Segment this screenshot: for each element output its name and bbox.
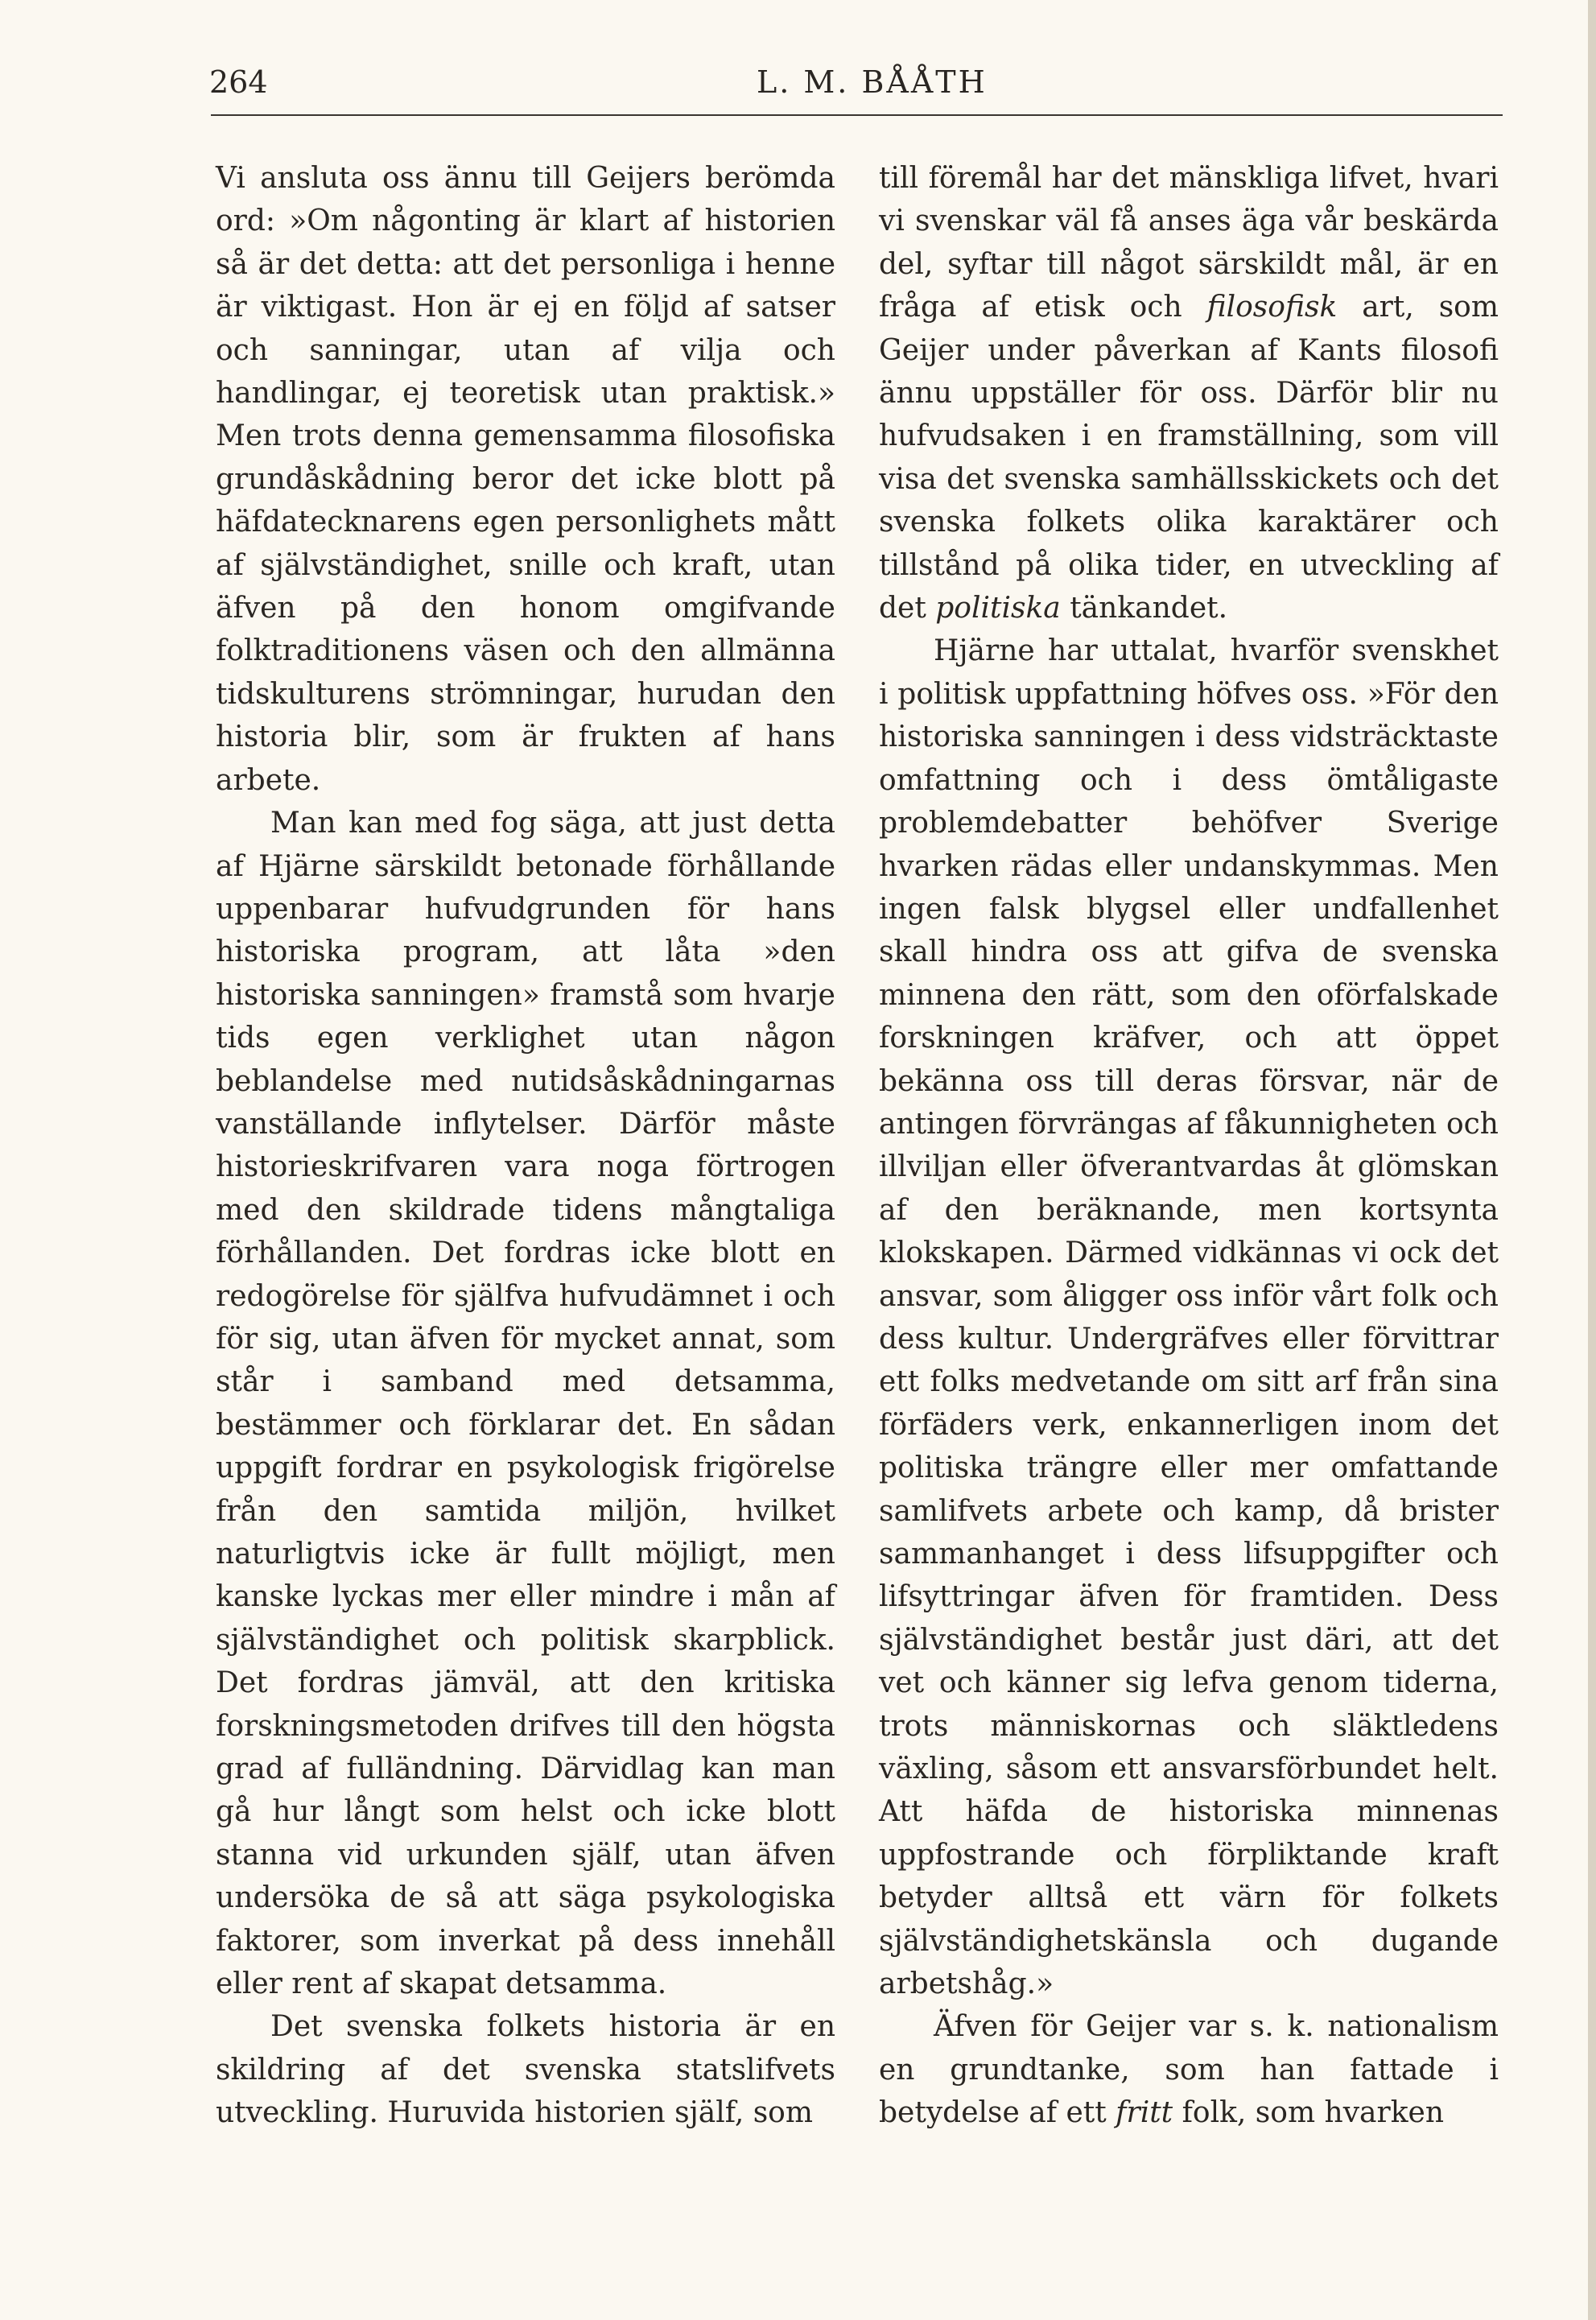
right-p1-text-c: tänkandet. xyxy=(1060,592,1228,625)
right-p1-text-a: till föremål har det mänskliga lifvet, hvari vi svenskar väl få anses äga vår beskärda del, syftar till något särskildt mål, är en fråga af etisk och xyxy=(879,162,1499,324)
right-p3-text-b: folk, som hvarken xyxy=(1173,2096,1445,2130)
italic-word-filosofisk: filosofisk xyxy=(1206,291,1338,324)
right-column xyxy=(879,157,1499,2135)
right-paragraph-2: Hjärne har uttalat, hvarför svenskhet i politisk uppfattning höfves oss. »För den historiska sanningen i dess vidsträcktaste omfattning och i dess ömtåligaste problemdebatter behöfver Sverige hvarken rädas eller undanskymmas. Men ingen falsk blygsel eller undfallenhet skall hindra oss att gifva de svenska minnena den rätt, som den oförfalskade forskningen kräfver, och att öppet bekänna oss till deras försvar, när de antingen förvrängas af fåkunnigheten och illviljan eller öfverantvardas åt glömskan af den beräknande, men kortsynta klokskapen. Därmed vidkännas vi ock det ansvar, som åligger oss inför vårt folk och dess kultur. Undergräfves eller förvittrar ett folks medvetande om sitt arf från sina förfäders verk, enkannerligen inom det politiska trängre eller mer omfattande samlifvets arbete och kamp, då brister sammanhanget i dess lifsuppgifter och lifsyttringar äfven för framtiden. Dess självständighet består just däri, att det vet och känner sig lefva genom tiderna, trots människornas och släktledens växling, såsom ett ansvarsförbundet helt. Att häfda de historiska minnenas uppfostrande och förpliktande kraft betyder alltså ett värn för folkets självständighetskänsla och dugande arbetshåg.» xyxy=(879,634,1499,2001)
italic-word-fritt: fritt xyxy=(1116,2096,1173,2130)
right-p1-text-b: art, som Geijer under påverkan af Kants filosofi ännu uppställer för oss. Därför blir nu hufvudsaken i en framställning, som vill visa det svenska samhällsskickets och det svenska folkets olika karaktärer och tillstånd på olika tider, en utveckling af det xyxy=(879,291,1499,625)
right-paragraph-1 xyxy=(879,157,1499,630)
right-paragraph-3 xyxy=(879,2005,1499,2134)
left-paragraph-2: Man kan med fog säga, att just detta af Hjärne särskildt betonade förhållande uppenbarar hufvudgrunden för hans historiska program, att låta »den historiska sanningen» framstå som hvarje tids egen verklighet utan någon beblandelse med nutidsåskådningarnas vanställande inflytelser. Därför måste historieskrifvaren vara noga förtrogen med den skildrade tidens mångtaliga förhållanden. Det fordras icke blott en redogörelse för själfva hufvudämnet i och för sig, utan äfven för mycket annat, som står i samband med detsamma, bestämmer och förklarar det. En sådan uppgift fordrar en psykologisk frigörelse från den samtida miljön, hvilket naturligtvis icke är fullt möjligt, men kanske lyckas mer eller mindre i mån af självständighet och politisk skarpblick. Det fordras jämväl, att den kritiska forskningsmetoden drifves till den högsta grad af fulländning. Därvidlag kan man gå hur långt som helst och icke blott stanna vid urkunden själf, utan äfven undersöka de så att säga psykologiska faktorer, som inverkat på dess innehåll eller rent af skapat detsamma. xyxy=(216,807,835,2001)
left-paragraph-3: Det svenska folkets historia är en skildring af det svenska statslifvets utveckling. Huruvida historien själf, som xyxy=(216,2010,835,2130)
left-column xyxy=(216,157,835,2135)
running-head: L. M. BÅÅTH xyxy=(757,64,988,100)
page-edge xyxy=(1588,0,1596,2320)
page-number: 264 xyxy=(209,64,268,100)
right-p3-text-a: Äfven för Geijer var s. k. nationalism en grundtanke, som han fattade i betydelse af ett xyxy=(879,2010,1499,2130)
left-paragraph-1: Vi ansluta oss ännu till Geijers berömda ord: »Om någonting är klart af historien så är det detta: att det personliga i henne är viktigast. Hon är ej en följd af satser och sanningar, utan af vilja och handlingar, ej teoretisk utan praktisk.» Men trots denna gemensamma filosofiska grundåskådning beror det icke blott på häfdatecknarens egen personlighets mått af självständighet, snille och kraft, utan äfven på den honom omgifvande folktraditionens väsen och den allmänna tidskulturens strömningar, hurudan den historia blir, som är frukten af hans arbete. xyxy=(216,162,835,797)
italic-word-politiska: politiska xyxy=(935,592,1061,625)
header-rule xyxy=(211,114,1503,116)
